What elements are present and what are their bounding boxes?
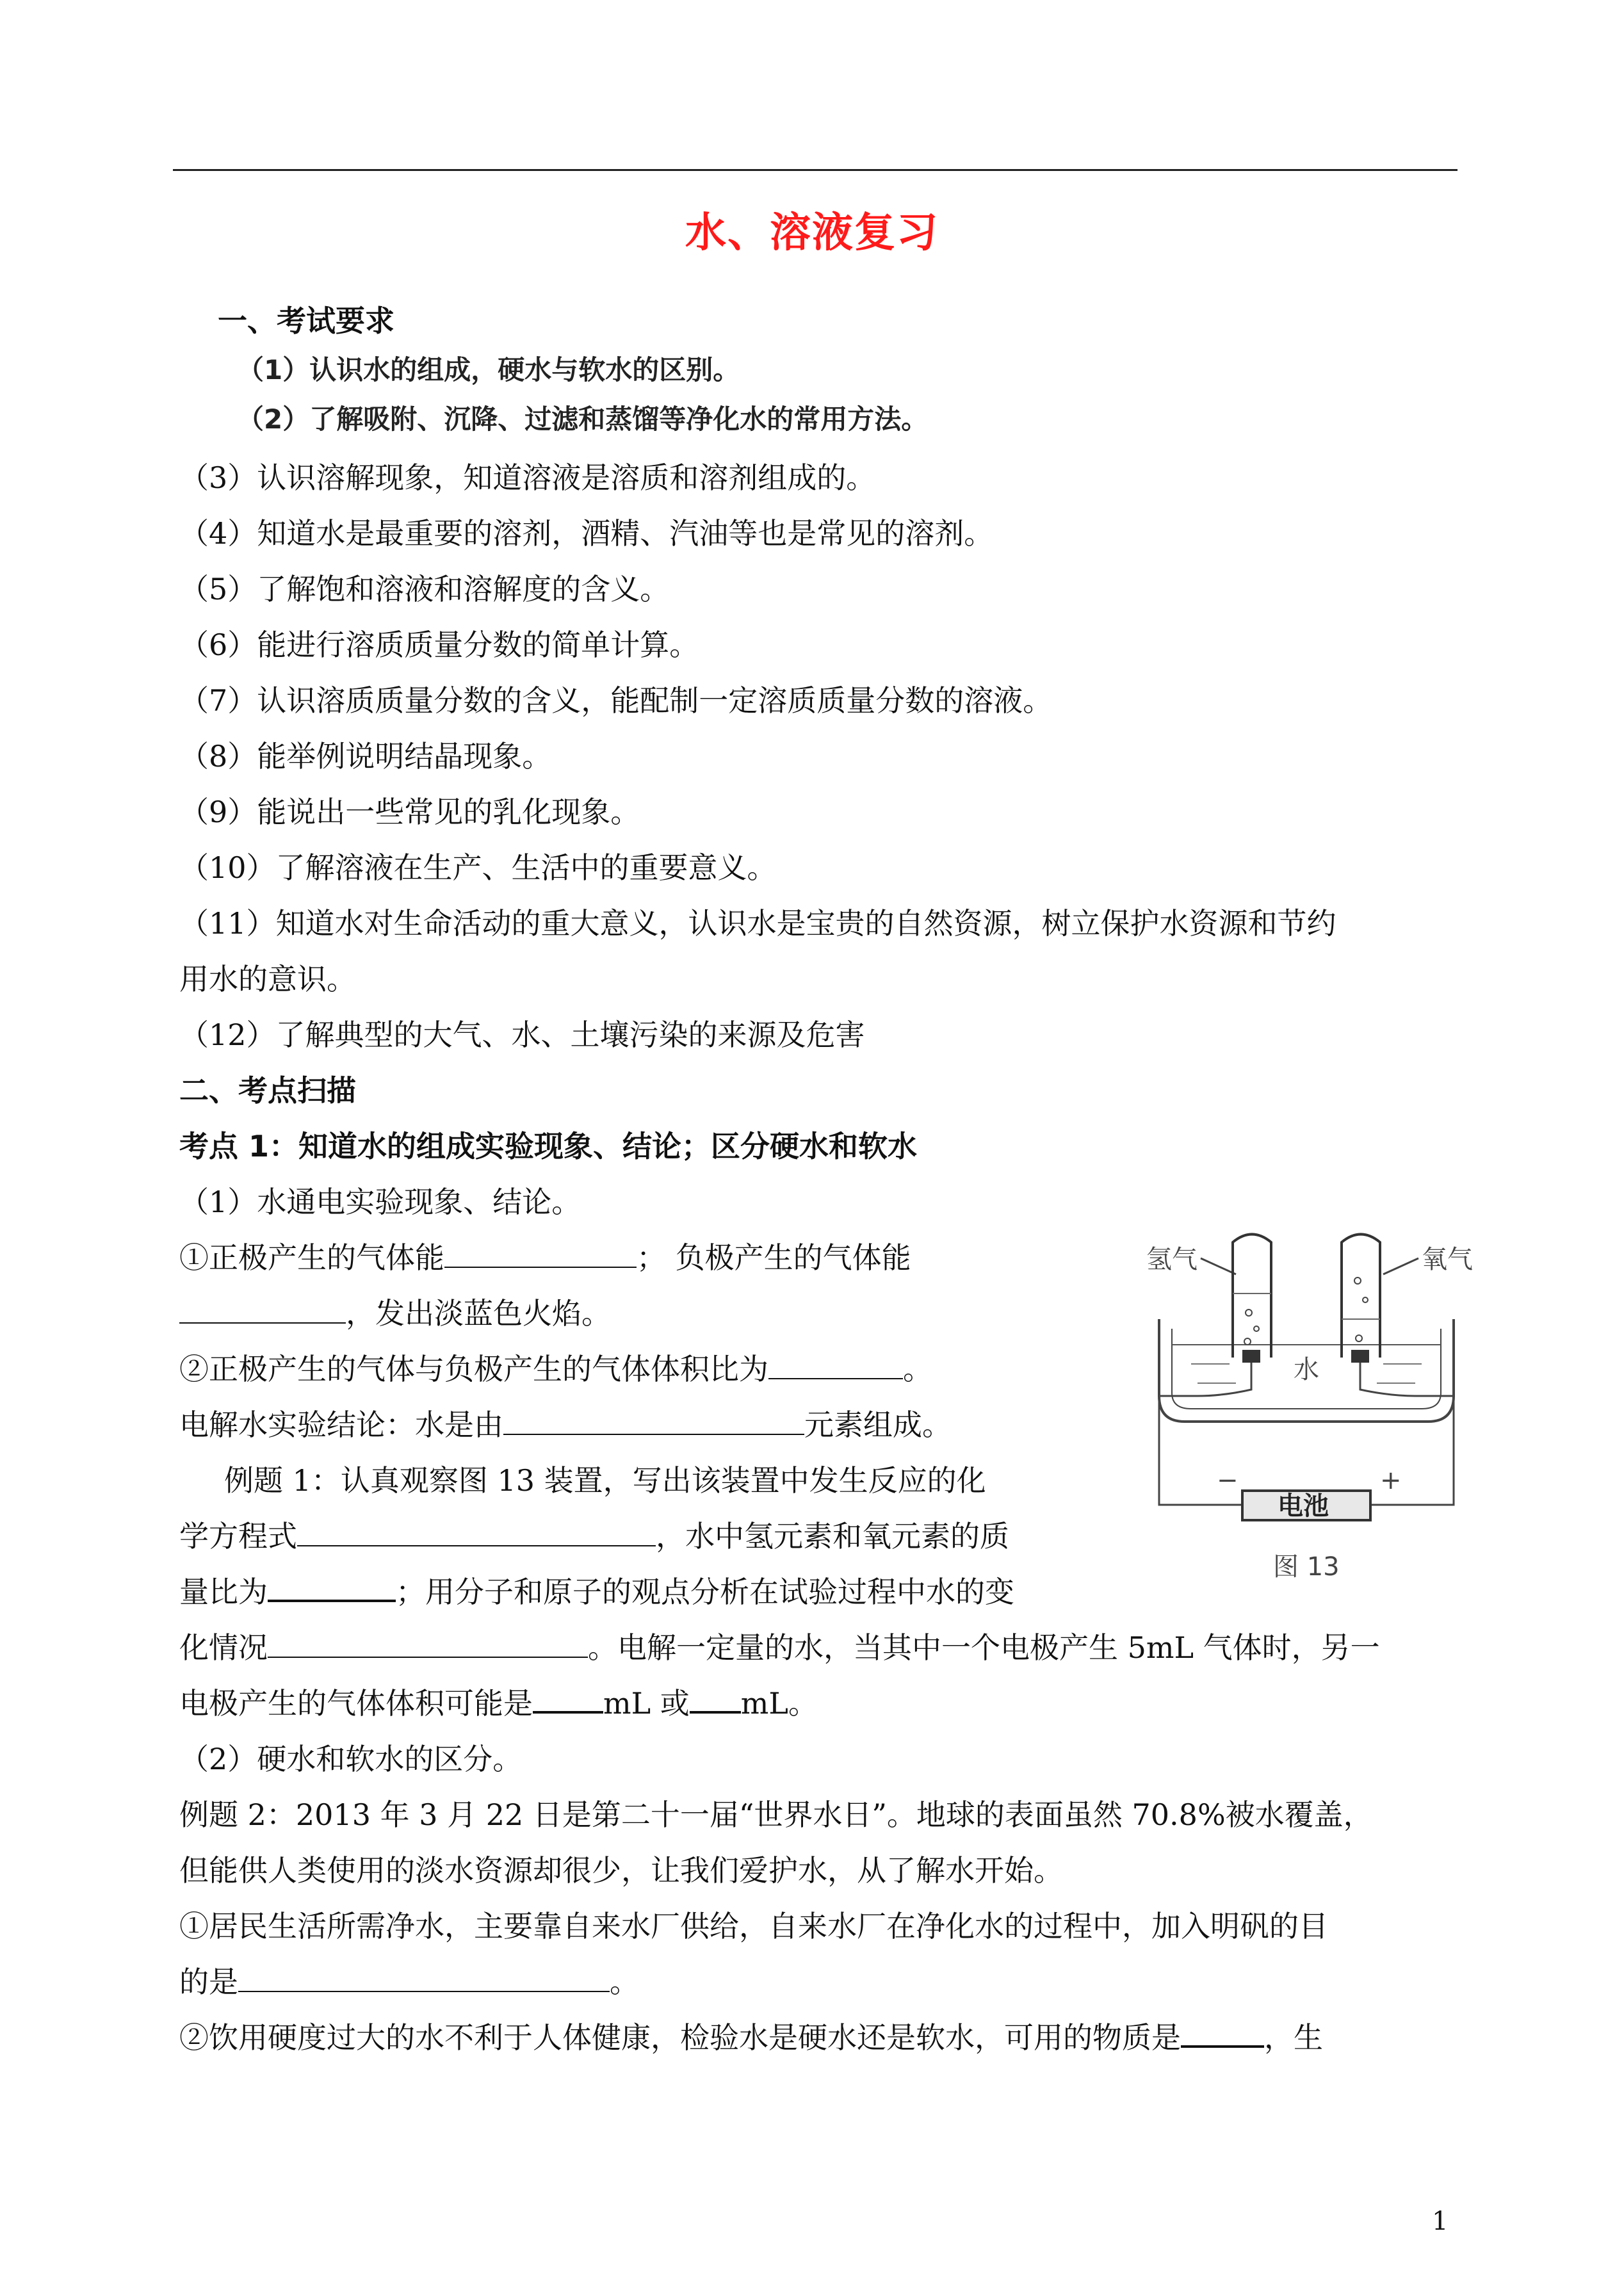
figure-label-hydrogen: 氢气 bbox=[1146, 1245, 1198, 1274]
page-title: 水、溶液复习 bbox=[685, 209, 939, 257]
subheading-hardness: （2）硬水和软水的区分。 bbox=[179, 1742, 523, 1776]
example1-line: 学方程式 ，水中氢元素和氧元素的质 bbox=[179, 1519, 1009, 1553]
header-rule bbox=[173, 169, 1458, 171]
figure-label-oxygen: 氧气 bbox=[1422, 1245, 1473, 1274]
test-tube-left bbox=[1233, 1235, 1271, 1358]
bubble bbox=[1356, 1335, 1362, 1342]
bubble bbox=[1354, 1277, 1361, 1284]
point1-heading: 考点 1：知道水的组成实验现象、结论；区分硬水和软水 bbox=[179, 1129, 918, 1164]
answer-blank[interactable] bbox=[444, 1241, 637, 1268]
figure-caption: 图 13 bbox=[1273, 1552, 1340, 1582]
example1-line: 化情况 。电解一定量的水，当其中一个电极产生 5mL 气体时，另一 bbox=[179, 1630, 1380, 1665]
bubble bbox=[1246, 1310, 1252, 1316]
wire-right bbox=[1360, 1363, 1454, 1505]
pointer-line bbox=[1201, 1258, 1236, 1274]
answer-blank[interactable] bbox=[690, 1685, 741, 1714]
page-number: 1 bbox=[1432, 2207, 1449, 2236]
battery-minus: − bbox=[1217, 1466, 1238, 1495]
example1-line: 量比为 ；用分子和原子的观点分析在试验过程中水的变 bbox=[179, 1575, 1014, 1609]
section1-heading: 一、考试要求 bbox=[218, 304, 394, 338]
requirement-item: 用水的意识。 bbox=[179, 962, 356, 996]
bubble bbox=[1254, 1326, 1259, 1331]
requirement-item: （1）认识水的组成，硬水与软水的区别。 bbox=[237, 354, 740, 385]
question-line: ②正极产生的气体与负极产生的气体体积比为 。 bbox=[179, 1352, 932, 1386]
example2-line: 的是 。 bbox=[179, 1965, 639, 1999]
section2-heading: 二、考点扫描 bbox=[179, 1073, 356, 1108]
example1-line: 例题 1：认真观察图 13 装置，写出该装置中发生反应的化 bbox=[224, 1463, 986, 1498]
subheading-electrolysis: （1）水通电实验现象、结论。 bbox=[179, 1185, 581, 1219]
answer-blank[interactable] bbox=[768, 1352, 903, 1379]
answer-blank[interactable] bbox=[179, 1297, 346, 1324]
requirement-item: （9）能说出一些常见的乳化现象。 bbox=[179, 795, 640, 829]
pointer-line bbox=[1383, 1258, 1418, 1274]
answer-blank[interactable] bbox=[268, 1631, 588, 1658]
question-line: ，发出淡蓝色火焰。 bbox=[179, 1295, 611, 1331]
answer-blank[interactable] bbox=[1181, 2020, 1264, 2048]
figure-label-water: 水 bbox=[1294, 1355, 1319, 1384]
answer-blank[interactable] bbox=[297, 1520, 656, 1546]
battery-label: 电池 bbox=[1278, 1491, 1329, 1521]
answer-blank[interactable] bbox=[503, 1408, 804, 1435]
answer-blank[interactable] bbox=[533, 1685, 603, 1714]
requirement-item: （10）了解溶液在生产、生活中的重要意义。 bbox=[179, 850, 777, 885]
example2-line: ②饮用硬度过大的水不利于人体健康，检验水是硬水还是软水，可用的物质是 ，生 bbox=[179, 2020, 1323, 2055]
test-tube-right bbox=[1342, 1235, 1380, 1358]
example2-line: 例题 2：2013 年 3 月 22 日是第二十一届“世界水日”。地球的表面虽然 70.8%被水覆盖， bbox=[179, 1797, 1373, 1832]
requirement-item: （11）知道水对生命活动的重大意义，认识水是宝贵的自然资源，树立保护水资源和节约 bbox=[179, 906, 1336, 941]
example2-line: 但能供人类使用的淡水资源却很少，让我们爱护水，从了解水开始。 bbox=[179, 1853, 1063, 1888]
requirement-item: （7）认识溶质质量分数的含义，能配制一定溶质质量分数的溶液。 bbox=[179, 683, 1053, 718]
electrode-left bbox=[1242, 1350, 1260, 1363]
question-line: ①正极产生的气体能 ； 负极产生的气体能 bbox=[179, 1240, 911, 1275]
requirement-item: （4）知道水是最重要的溶剂，酒精、汽油等也是常见的溶剂。 bbox=[179, 516, 994, 551]
example2-line: ①居民生活所需净水，主要靠自来水厂供给，自来水厂在净化水的过程中，加入明矾的目 bbox=[179, 1909, 1328, 1943]
requirement-item: （3）认识溶解现象，知道溶液是溶质和溶剂组成的。 bbox=[179, 460, 876, 495]
answer-blank[interactable] bbox=[268, 1574, 396, 1602]
answer-blank[interactable] bbox=[238, 1965, 610, 1992]
requirement-item: （12）了解典型的大气、水、土壤污染的来源及危害 bbox=[179, 1018, 865, 1052]
requirement-item: （6）能进行溶质质量分数的简单计算。 bbox=[179, 628, 699, 662]
conclusion-line: 电解水实验结论：水是由 元素组成。 bbox=[179, 1407, 952, 1442]
electrolysis-figure bbox=[1133, 1204, 1479, 1601]
bubble bbox=[1244, 1338, 1251, 1345]
electrode-right bbox=[1351, 1350, 1369, 1363]
example1-line: 电极产生的气体体积可能是 mL 或 mL。 bbox=[179, 1686, 818, 1721]
requirement-item: （2）了解吸附、沉降、过滤和蒸馏等净化水的常用方法。 bbox=[237, 403, 929, 435]
requirement-item: （8）能举例说明结晶现象。 bbox=[179, 739, 552, 774]
battery-plus: + bbox=[1380, 1466, 1402, 1495]
requirement-item: （5）了解饱和溶液和溶解度的含义。 bbox=[179, 572, 670, 606]
bubble bbox=[1363, 1297, 1368, 1302]
